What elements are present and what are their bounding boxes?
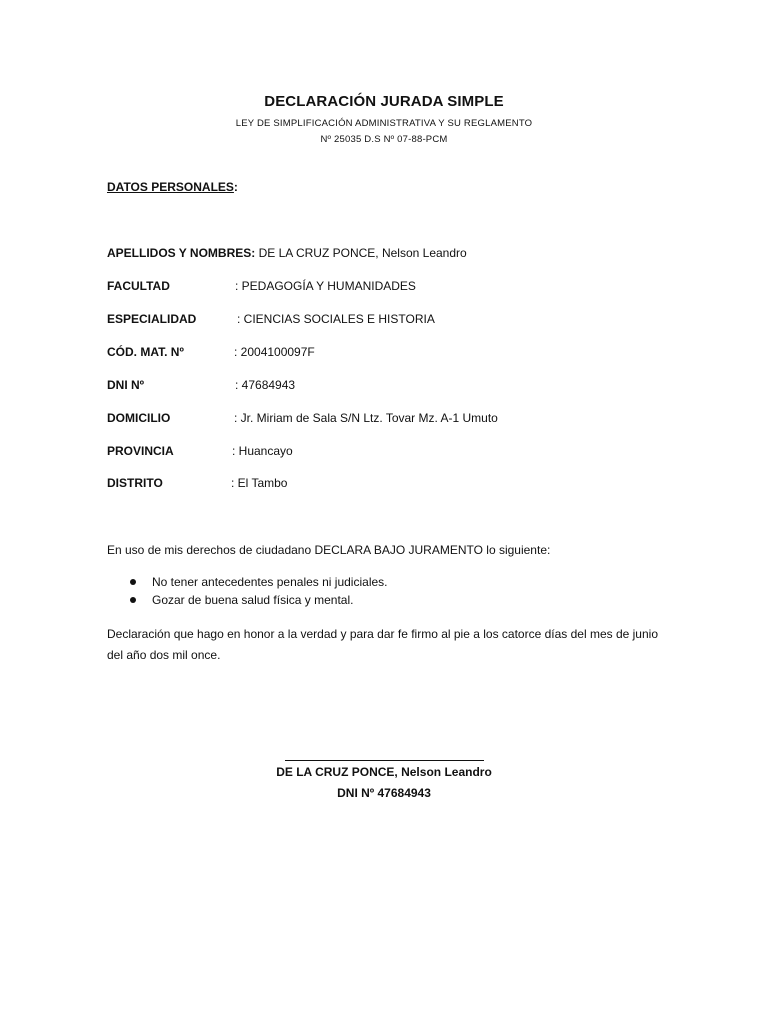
field-facultad: [107, 279, 416, 293]
declaration-intro: En uso de mis derechos de ciudadano DECLARA BAJO JURAMENTO lo siguiente:: [107, 543, 551, 557]
field-distrito-label: DISTRITO: [107, 476, 163, 490]
field-dni-value: : 47684943: [235, 378, 296, 392]
field-provincia-label: PROVINCIA: [107, 444, 174, 458]
list-item: [107, 591, 388, 609]
field-facultad-label: FACULTAD: [107, 279, 170, 293]
field-domicilio-label: DOMICILIO: [107, 411, 171, 425]
signature-name: DE LA CRUZ PONCE, Nelson Leandro: [276, 765, 492, 779]
declaration-list: [107, 573, 388, 609]
list-item: [107, 573, 388, 591]
field-especialidad-label: ESPECIALIDAD: [107, 312, 197, 326]
field-domicilio-value: : Jr. Miriam de Sala S/N Ltz. Tovar Mz. A-1 Umuto: [234, 411, 498, 425]
bullet-icon: [130, 597, 136, 603]
signature-dni: DNI Nº 47684943: [337, 786, 431, 800]
list-item-text: No tener antecedentes penales ni judiciales.: [152, 575, 388, 589]
field-domicilio: [107, 411, 498, 425]
bullet-icon: [130, 579, 136, 585]
list-item-text: Gozar de buena salud física y mental.: [152, 593, 354, 607]
field-distrito: [107, 476, 288, 490]
declaration-closing: Declaración que hago en honor a la verdad y para dar fe firmo al pie a los catorce días del mes de junio del año dos mil once.: [107, 627, 658, 662]
field-apellidos-value: DE LA CRUZ PONCE, Nelson Leandro: [258, 246, 467, 260]
field-cod-mat: [107, 345, 315, 359]
field-especialidad: [107, 312, 435, 326]
signature-line: [285, 760, 484, 761]
section-personal-data-label: DATOS PERSONALES: [107, 180, 234, 194]
document-subtitle-decree: Nº 25035 D.S Nº 07-88-PCM: [320, 134, 448, 145]
field-dni: [107, 378, 296, 392]
field-facultad-value: : PEDAGOGÍA Y HUMANIDADES: [235, 279, 416, 293]
field-apellidos-label: APELLIDOS Y NOMBRES:: [107, 246, 256, 260]
document-subtitle-law: LEY DE SIMPLIFICACIÓN ADMINISTRATIVA Y SU REGLAMENTO: [235, 118, 533, 129]
field-distrito-value: : El Tambo: [231, 476, 288, 490]
field-especialidad-value: : CIENCIAS SOCIALES E HISTORIA: [237, 312, 435, 326]
field-provincia-value: : Huancayo: [232, 444, 293, 458]
field-provincia: [107, 444, 293, 458]
field-cod-mat-value: : 2004100097F: [234, 345, 315, 359]
field-dni-label: DNI Nº: [107, 378, 145, 392]
section-personal-data: [107, 180, 238, 194]
document-title: DECLARACIÓN JURADA SIMPLE: [264, 93, 504, 110]
field-cod-mat-label: CÓD. MAT. Nº: [107, 345, 184, 359]
section-personal-data-colon: :: [233, 180, 238, 194]
field-apellidos: [107, 246, 467, 260]
